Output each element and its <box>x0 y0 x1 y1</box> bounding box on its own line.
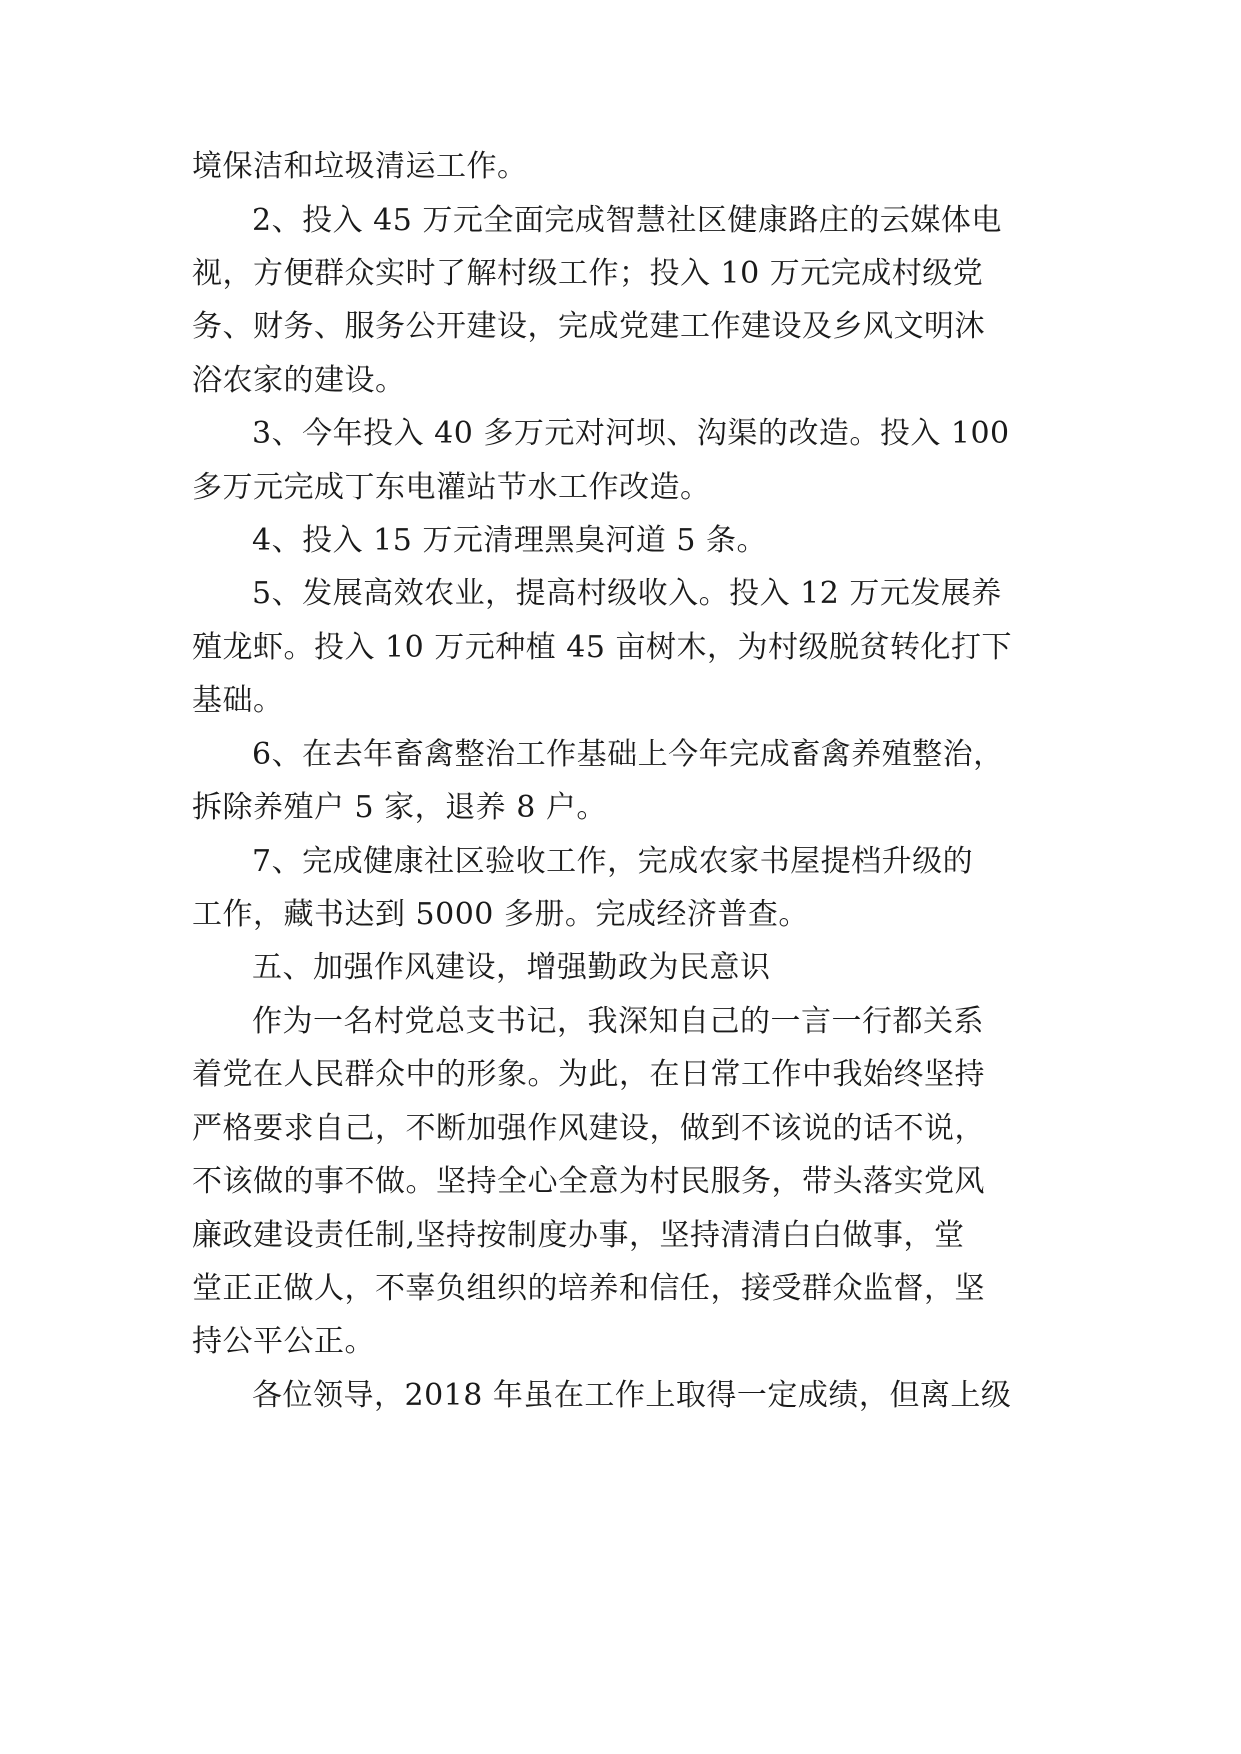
body-text-line: 浴农家的建设。 <box>192 363 406 398</box>
body-text-line: 视，方便群众实时了解村级工作；投入 10 万元完成村级党 <box>192 256 984 291</box>
body-text-line: 廉政建设责任制,坚持按制度办事，坚持清清白白做事，堂 <box>192 1218 965 1253</box>
body-text-line: 7、完成健康社区验收工作，完成农家书屋提档升级的 <box>252 844 974 879</box>
body-text-line: 境保洁和垃圾清运工作。 <box>192 149 528 184</box>
body-text-line: 2、投入 45 万元全面完成智慧社区健康路庄的云媒体电 <box>252 203 1002 238</box>
body-text-line: 基础。 <box>192 683 284 718</box>
body-text-line: 作为一名村党总支书记，我深知自己的一言一行都关系 <box>252 1004 984 1039</box>
body-text-line: 拆除养殖户 5 家，退养 8 户。 <box>192 790 607 825</box>
body-text-line: 严格要求自己，不断加强作风建设，做到不该说的话不说， <box>192 1111 985 1146</box>
body-text-line: 多万元完成丁东电灌站节水工作改造。 <box>192 470 711 505</box>
body-text-line: 堂正正做人，不辜负组织的培养和信任，接受群众监督，坚 <box>192 1271 985 1306</box>
body-text-line: 4、投入 15 万元清理黑臭河道 5 条。 <box>252 523 767 558</box>
body-text-line: 工作，藏书达到 5000 多册。完成经济普查。 <box>192 897 809 932</box>
body-text-line: 持公平公正。 <box>192 1324 375 1359</box>
body-text-line: 3、今年投入 40 多万元对河坝、沟渠的改造。投入 100 <box>252 416 1010 451</box>
body-text-line: 5、发展高效农业，提高村级收入。投入 12 万元发展养 <box>252 576 1002 611</box>
body-text-line: 殖龙虾。投入 10 万元种植 45 亩树木，为村级脱贫转化打下 <box>192 630 1012 665</box>
body-text-line: 各位领导，2018 年虽在工作上取得一定成绩，但离上级 <box>252 1378 1012 1413</box>
body-text-line: 着党在人民群众中的形象。为此，在日常工作中我始终坚持 <box>192 1057 985 1092</box>
section-heading: 五、加强作风建设，增强勤政为民意识 <box>252 950 771 985</box>
body-text-line: 6、在去年畜禽整治工作基础上今年完成畜禽养殖整治， <box>252 737 1004 772</box>
body-text-line: 不该做的事不做。坚持全心全意为村民服务，带头落实党风 <box>192 1164 985 1199</box>
body-text-line: 务、财务、服务公开建设，完成党建工作建设及乡风文明沐 <box>192 309 985 344</box>
